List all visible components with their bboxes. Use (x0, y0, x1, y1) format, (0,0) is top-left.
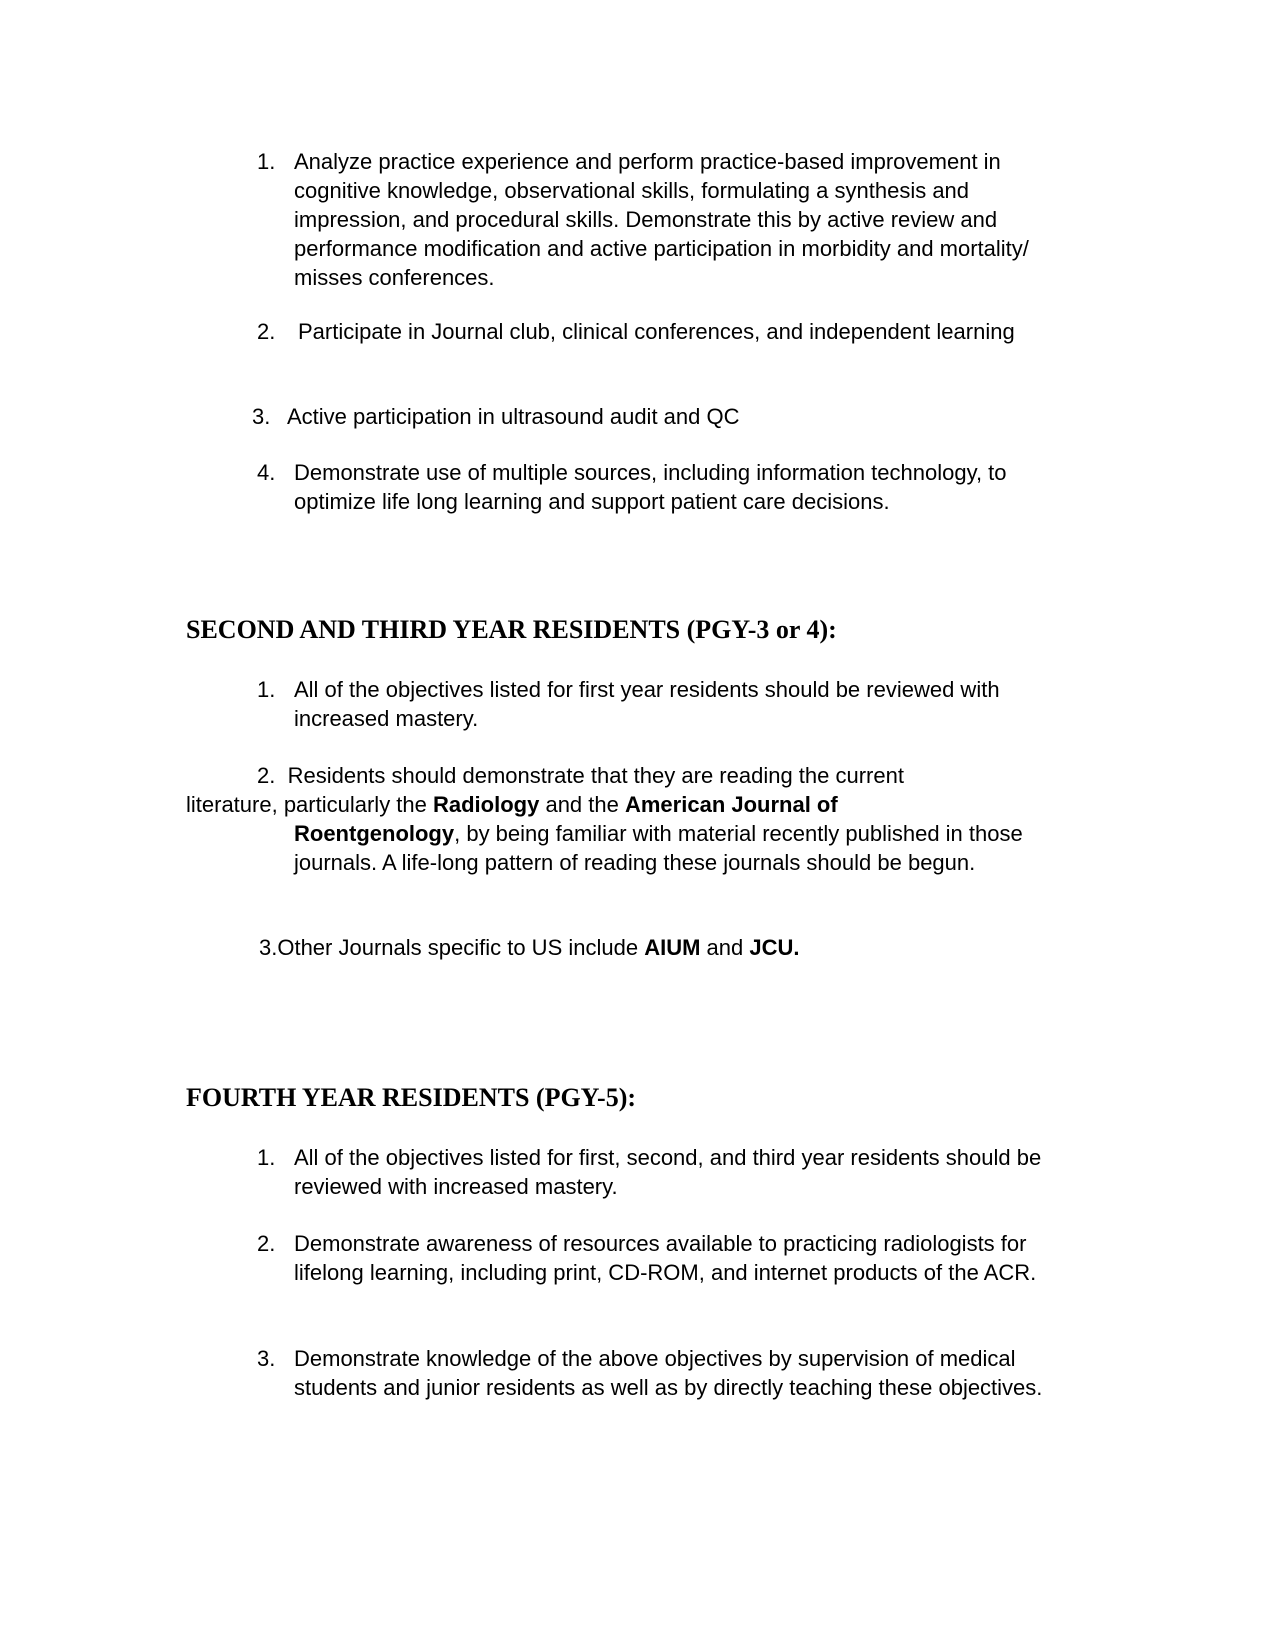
item-text: Demonstrate use of multiple sources, including information technology, to optimize life long learning and support patient care decisions. (294, 460, 1007, 514)
item-text: Participate in Journal club, clinical conferences, and independent learning (298, 319, 1015, 344)
journal-name: American Journal of (624, 792, 838, 817)
list-item (257, 761, 1047, 790)
item-number: 2. (257, 763, 276, 788)
list-item (257, 147, 1057, 292)
item-text: Active participation in ultrasound audit and QC (287, 404, 740, 429)
item-number: 3. (257, 1346, 276, 1371)
item-text: All of the objectives listed for first year residents should be reviewed with increased mastery. (294, 677, 1000, 731)
item-text: Demonstrate awareness of resources available to practicing radiologists for lifelong learning, including print, CD-ROM, and internet products of the ACR. (294, 1231, 1037, 1285)
item-number: 2. (257, 1231, 276, 1256)
list-item (252, 402, 1032, 431)
journal-name: Roentgenology (294, 821, 455, 846)
list-item (257, 675, 1047, 733)
journal-name: JCU. (749, 935, 800, 960)
item-number: 1. (257, 149, 276, 174)
item-text: Analyze practice experience and perform practice-based improvement in cognitive knowledge, observational skills, formulating a synthesis and impression, and procedural skills. Demonstrate this by active review and performance modification and active participation in morbidity and mortality/ misses conferences. (294, 149, 1029, 290)
item-number: 3. (252, 404, 271, 429)
item-number: 2. (257, 319, 276, 344)
list-item (257, 317, 1027, 346)
list-item-continuation: literature, particularly the Radiology and the American Journal of (186, 792, 838, 817)
item-text: Residents should demonstrate that they are reading the current (287, 763, 904, 788)
section-heading: FOURTH YEAR RESIDENTS (PGY-5): (186, 1083, 637, 1112)
list-item (257, 1229, 1067, 1287)
list-item-continuation: Roentgenology, by being familiar with material recently published in those journals. A life-long pattern of reading these journals should be begun. (294, 821, 1023, 875)
list-item (257, 1344, 1047, 1402)
item-text: All of the objectives listed for first, second, and third year residents should be reviewed with increased mastery. (294, 1145, 1042, 1199)
list-item (257, 1143, 1047, 1201)
section-heading: SECOND AND THIRD YEAR RESIDENTS (PGY-3 or 4): (186, 615, 837, 644)
list-item: 3.Other Journals specific to US include AIUM and JCU. (259, 935, 800, 960)
item-number: 1. (257, 677, 276, 702)
item-number: 1. (257, 1145, 276, 1170)
journal-name: Radiology (433, 792, 540, 817)
list-item (257, 458, 1027, 516)
journal-name: AIUM (644, 935, 701, 960)
item-text: Demonstrate knowledge of the above objectives by supervision of medical students and junior residents as well as by directly teaching these objectives. (294, 1346, 1043, 1400)
item-number: 4. (257, 460, 276, 485)
